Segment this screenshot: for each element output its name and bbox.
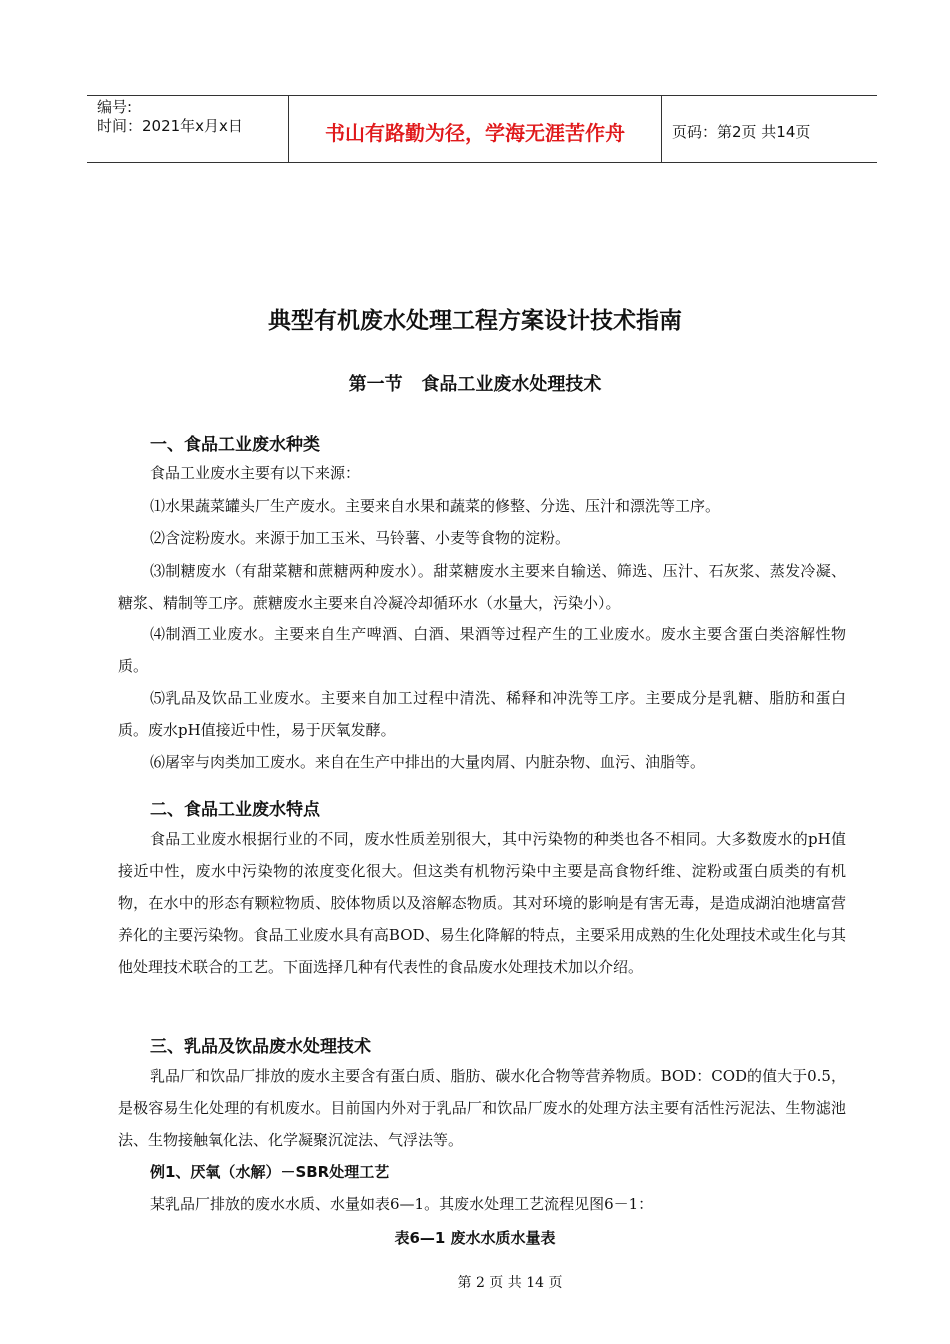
paragraph-source-3: ⑶制糖废水（有甜菜糖和蔗糖两种废水）。甜菜糖废水主要来自输送、筛选、压汁、石灰浆、蒸发冷凝、糖浆、精制等工序。蔗糖废水主要来自冷凝冷却循环水（水量大，污染小）。 [118,562,846,612]
header-table [87,95,877,163]
section-title: 第一节 食品工业废水处理技术 [348,374,602,395]
paragraph-source-2: ⑵含淀粉废水。来源于加工玉米、马铃薯、小麦等食物的淀粉。 [150,529,571,547]
paragraph-source-1: ⑴水果蔬菜罐头厂生产废水。主要来自水果和蔬菜的修整、分选、压汁和漂洗等工序。 [150,497,721,515]
paragraph-dairy-intro: 乳品厂和饮品厂排放的废水主要含有蛋白质、脂肪、碳水化合物等营养物质。BOD：COD的值大于0.5，是极容易生化处理的有机废水。目前国内外对于乳品厂和饮品厂废水的处理方法主要有活性污泥法、生物滤池法、生物接触氧化法、化学凝聚沉淀法、气浮法等。 [118,1067,846,1149]
footer-page-number: 第 2 页 共 14 页 [457,1275,563,1291]
paragraph-example-description: 某乳品厂排放的废水水质、水量如表6—1。其废水处理工艺流程见图6－1： [150,1195,654,1213]
header-motto: 书山有路勤为径，学海无涯苦作舟 [289,96,662,162]
header-page-label: 页码：第2页 共14页 [672,122,811,141]
heading-dairy-treatment: 三、乳品及饮品废水处理技术 [150,1037,371,1057]
paragraph-source-4: ⑷制酒工业废水。主要来自生产啤酒、白酒、果酒等过程产生的工业废水。废水主要含蛋白类溶解性物质。 [118,625,846,675]
heading-food-wastewater-features: 二、食品工业废水特点 [150,800,320,820]
paragraph-source-5: ⑸乳品及饮品工业废水。主要来自加工过程中清洗、稀释和冲洗等工序。主要成分是乳糖、脂肪和蛋白质。废水pH值接近中性，易于厌氧发酵。 [118,689,846,739]
heading-food-wastewater-types: 一、食品工业废水种类 [150,435,320,455]
paragraph-sources-intro: 食品工业废水主要有以下来源： [150,464,361,482]
header-meta-cell [87,96,289,162]
paragraph-source-6: ⑹屠宰与肉类加工废水。来自在生产中排出的大量肉屑、内脏杂物、血污、油脂等。 [150,753,706,771]
header-number-label: 编号: [97,98,133,116]
document-title: 典型有机废水处理工程方案设计技术指南 [268,308,682,334]
paragraph-features: 食品工业废水根据行业的不同，废水性质差别很大，其中污染物的种类也各不相同。大多数废水的pH值接近中性，废水中污染物的浓度变化很大。但这类有机物污染中主要是高食物纤维、淀粉或蛋白质类的有机物，在水中的形态有颗粒物质、胶体物质以及溶解态物质。其对环境的影响是有害无毒，是造成湖泊池塘富营养化的主要污染物。食品工业废水具有高BOD、易生化降解的特点，主要采用成熟的生化处理技术或生化与其他处理技术联合的工艺。下面选择几种有代表性的食品废水处理技术加以介绍。 [118,830,846,976]
example-heading: 例1、厌氧（水解）－SBR处理工艺 [150,1163,390,1181]
table-caption: 表6—1 废水水质水量表 [394,1229,556,1247]
header-time-label: 时间：2021年x月x日 [97,117,243,135]
